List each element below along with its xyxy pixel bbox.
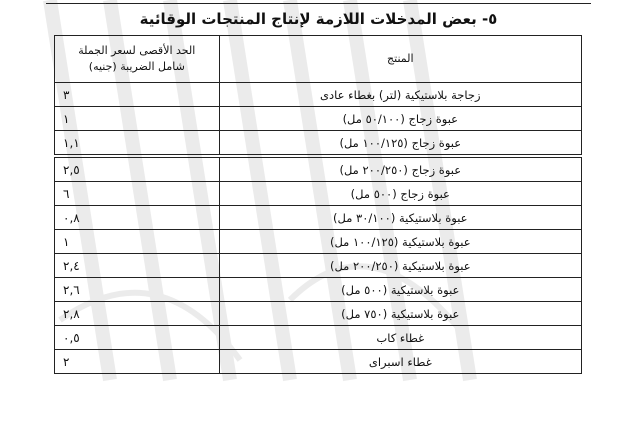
table-row: [55, 278, 582, 302]
price-cell: ٣: [55, 83, 220, 107]
table-header-row: [55, 36, 582, 83]
table-row: [55, 156, 582, 182]
price-cell: ١: [55, 230, 220, 254]
product-cell: غطاء اسبراى: [219, 350, 581, 374]
top-rule: [46, 3, 591, 4]
table-row: [55, 302, 582, 326]
price-cell: ٠,٥: [55, 326, 220, 350]
table-row: [55, 182, 582, 206]
price-header-line-2: شامل الضريبة (جنيه): [88, 60, 185, 73]
price-column-header: [55, 36, 220, 83]
product-cell: عبوة بلاستيكية (٢٠٠/٢٥٠ مل): [219, 254, 581, 278]
price-cell: ١: [55, 107, 220, 131]
price-cell: ١,١: [55, 131, 220, 157]
table-row: [55, 254, 582, 278]
product-cell: عبوة زجاج (٥٠٠ مل): [219, 182, 581, 206]
product-cell: زجاجة بلاستيكية (لتر) بغطاء عادى: [219, 83, 581, 107]
price-cell: ٢,٥: [55, 156, 220, 182]
price-header-line-1: الحد الأقصى لسعر الجملة: [78, 44, 196, 57]
products-table: [54, 35, 582, 374]
product-cell: غطاء كاب: [219, 326, 581, 350]
price-cell: ٢: [55, 350, 220, 374]
product-cell: عبوة زجاج (٥٠/١٠٠ مل): [219, 107, 581, 131]
table-row: [55, 131, 582, 157]
table-row: [55, 206, 582, 230]
table-row: [55, 107, 582, 131]
price-cell: ٢,٨: [55, 302, 220, 326]
product-cell: عبوة زجاج (١٠٠/١٢٥ مل): [219, 131, 581, 157]
table-row: [55, 350, 582, 374]
price-cell: ٢,٤: [55, 254, 220, 278]
product-cell: عبوة بلاستيكية (٥٠٠ مل): [219, 278, 581, 302]
table-row: [55, 326, 582, 350]
product-cell: عبوة بلاستيكية (٣٠/١٠٠ مل): [219, 206, 581, 230]
product-column-header: المنتج: [219, 36, 581, 83]
price-cell: ٦: [55, 182, 220, 206]
price-cell: ٢,٦: [55, 278, 220, 302]
product-cell: عبوة بلاستيكية (٧٥٠ مل): [219, 302, 581, 326]
table-row: [55, 230, 582, 254]
price-cell: ٠,٨: [55, 206, 220, 230]
product-cell: عبوة بلاستيكية (١٠٠/١٢٥ مل): [219, 230, 581, 254]
table-row: [55, 83, 582, 107]
product-cell: عبوة زجاج (٢٠٠/٢٥٠ مل): [219, 156, 581, 182]
section-title: ٥- بعض المدخلات اللازمة لإنتاج المنتجات الوقائية: [139, 10, 498, 28]
